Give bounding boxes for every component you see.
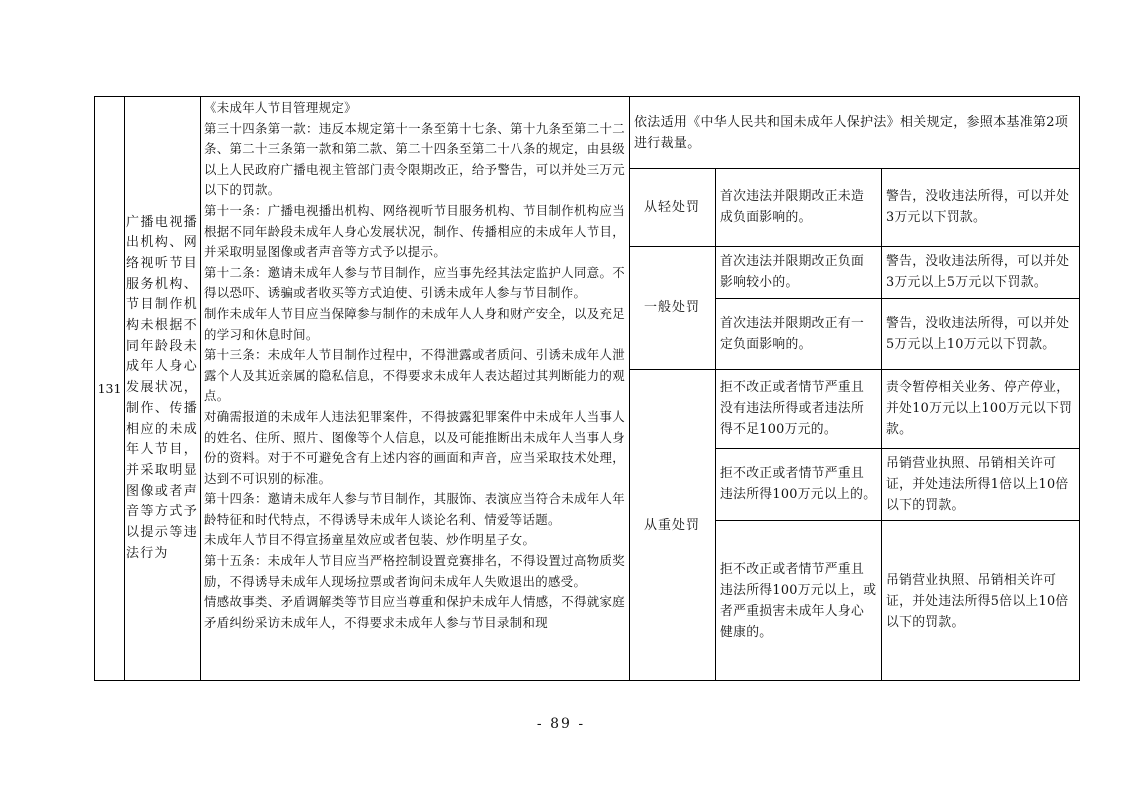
penalty-cell: 警告，没收违法所得，可以并处5万元以上10万元以下罚款。 — [886, 315, 1070, 352]
legal-basis-clause: 第十五条：未成年人节目应当严格控制设置竞赛排名，不得设置过高物质奖励，不得诱导未成年人现场拉票或者询问未成年人失败退出的感受。 — [204, 553, 625, 589]
legal-basis-clause: 对确需报道的未成年人违法犯罪案件，不得披露犯罪案件中未成年人当事人的姓名、住所、照片、图像等个人信息，以及可能推断出未成年人当事人身份的资料。对于不可避免含有上述内容的画面和声音，应当采取技术处理，达到不可识别的标准。 — [204, 408, 625, 486]
condition-cell: 首次违法并限期改正未造成负面影响的。 — [720, 189, 865, 225]
penalty-cell: 吊销营业执照、吊销相关许可证，并处违法所得5倍以上10倍以下的罚款。 — [886, 572, 1069, 630]
legal-basis-clause: 第十二条：邀请未成年人参与节目制作，应当事先经其法定监护人同意。不得以恐吓、诱骗或者收买等方式迫使、引诱未成年人参与节目制作。 — [204, 264, 625, 301]
penalty-cell: 警告，没收违法所得，可以并处3万元以上5万元以下罚款。 — [886, 254, 1070, 290]
level-label-lenient: 从轻处罚 — [643, 199, 700, 215]
condition-cell: 首次违法并限期改正负面影响较小的。 — [720, 254, 865, 290]
discretion-note: 依法适用《中华人民共和国未成年人保护法》相关规定，参照本基准第2项进行裁量。 — [634, 115, 1069, 151]
violation-text: 广播电视播出机构、网络视听节目服务机构、节目制作机构未根据不同年龄段未成年人身心发展状况，制作、传播相应的未成年人节目，并采取明显图像或者声音等方式予以提示等违法行为 — [126, 214, 198, 561]
legal-basis-clause: 情感故事类、矛盾调解类等节目应当尊重和保护未成年人情感，不得就家庭矛盾纠纷采访未成年人，不得要求未成年人参与节目录制和现 — [204, 594, 625, 630]
condition-cell: 拒不改正或者情节严重且违法所得100万元以上，或者严重损害未成年人身心健康的。 — [720, 562, 877, 640]
penalty-cell: 责令暂停相关业务、停产停业，并处10万元以上100万元以下罚款。 — [886, 380, 1073, 437]
legal-basis-clause: 第十一条：广播电视播出机构、网络视听节目服务机构、节目制作机构应当根据不同年龄段未成年人身心发展状况，制作、传播相应的未成年人节目，并采取明显图像或者声音等方式予以提示。 — [204, 202, 625, 260]
legal-basis-clause: 第十四条：邀请未成年人参与节目制作，其服饰、表演应当符合未成年人年龄特征和时代特点，不得诱导未成年人谈论名利、情爱等话题。 — [204, 491, 625, 527]
level-label-severe: 从重处罚 — [643, 518, 700, 533]
condition-cell: 首次违法并限期改正有一定负面影响的。 — [720, 315, 865, 352]
penalty-table — [94, 96, 1080, 681]
legal-basis-clause: 第十三条：未成年人节目制作过程中，不得泄露或者质问、引诱未成年人泄露个人及其近亲属的隐私信息，不得要求未成年人表达超过其判断能力的观点。 — [204, 347, 625, 404]
row-number: 131 — [97, 381, 122, 396]
condition-cell: 拒不改正或者情节严重且违法所得100万元以上的。 — [720, 466, 877, 502]
penalty-cell: 吊销营业执照、吊销相关许可证，并处违法所得1倍以上10倍以下的罚款。 — [886, 455, 1069, 513]
violation-cell — [124, 97, 200, 680]
legal-basis-title: 《未成年人节目管理规定》 — [204, 100, 357, 115]
legal-basis-clause: 未成年人节目不得宣扬童星效应或者包装、炒作明星子女。 — [204, 532, 536, 548]
condition-cell: 拒不改正或者情节严重且没有违法所得或者违法所得不足100万元的。 — [720, 380, 865, 437]
level-label-general: 一般处罚 — [643, 300, 700, 315]
legal-basis-cell — [201, 97, 629, 680]
penalty-cell: 警告，没收违法所得，可以并处3万元以下罚款。 — [886, 189, 1070, 225]
legal-basis-clause: 第三十四条第一款：违反本规定第十一条至第十七条、第十九条至第二十二条、第二十三条第一款和第二款、第二十四条至第二十八条的规定，由县级以上人民政府广播电视主管部门责令限期改正，给予警告，可以并处三万元以下的罚款。 — [204, 120, 625, 198]
page-number: - 89 - — [536, 716, 586, 732]
legal-basis-clause: 制作未成年人节目应当保障参与制作的未成年人人身和财产安全，以及充足的学习和休息时间。 — [204, 305, 625, 342]
